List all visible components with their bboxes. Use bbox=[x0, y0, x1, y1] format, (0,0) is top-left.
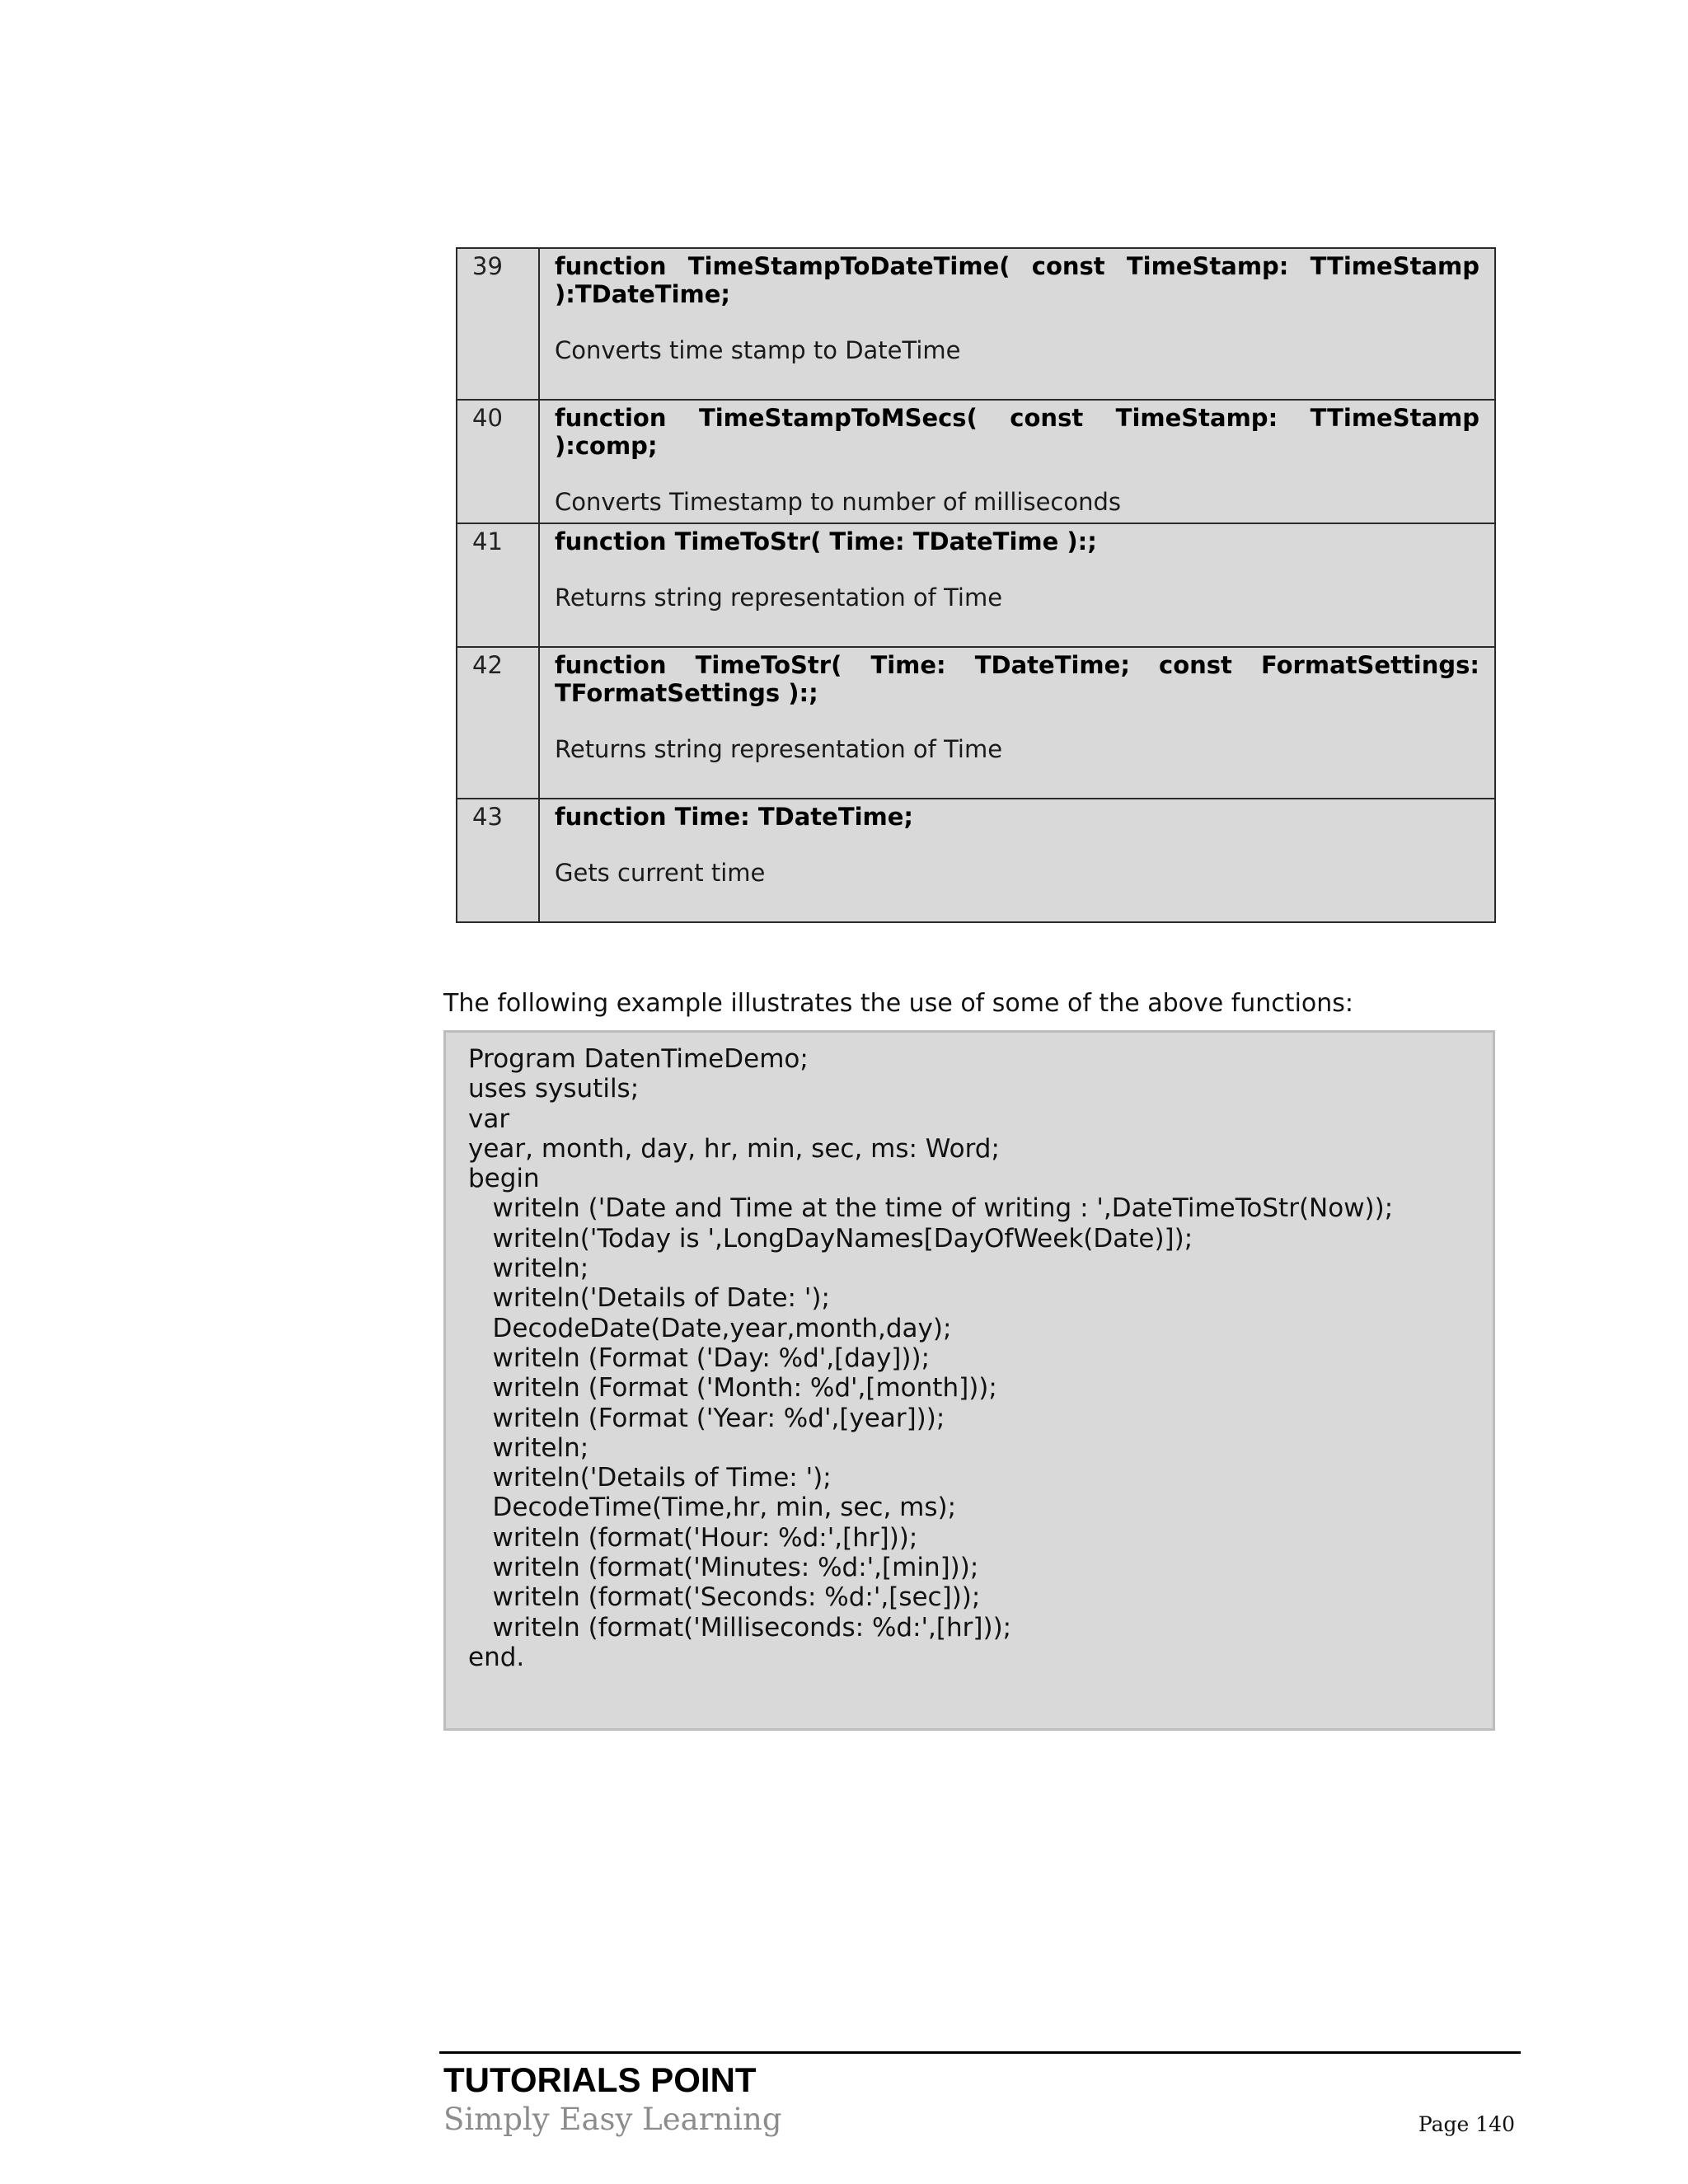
code-line: year, month, day, hr, min, sec, ms: Word; bbox=[468, 1133, 1000, 1164]
table-row bbox=[457, 400, 1495, 523]
code-line: writeln (Format ('Month: %d',[month])); bbox=[468, 1373, 997, 1404]
row-content bbox=[539, 400, 1495, 523]
code-line: writeln (format('Hour: %d:',[hr])); bbox=[468, 1522, 918, 1553]
row-content bbox=[539, 523, 1495, 647]
code-line: writeln (format('Seconds: %d:',[sec])); bbox=[468, 1582, 981, 1613]
code-line: Program DatenTimeDemo; bbox=[468, 1044, 809, 1074]
code-line: uses sysutils; bbox=[468, 1074, 640, 1104]
function-description: Returns string representation of Time bbox=[555, 735, 1003, 763]
row-content bbox=[539, 799, 1495, 922]
function-signature: function TimeStampToMSecs( const TimeStamp: TTimeStamp ):comp; bbox=[555, 404, 1479, 460]
footer-tagline: Simply Easy Learning bbox=[443, 2102, 782, 2137]
code-line: writeln (format('Milliseconds: %d:',[hr])); bbox=[468, 1612, 1012, 1643]
footer-divider bbox=[439, 2051, 1521, 2054]
code-line: writeln; bbox=[468, 1432, 589, 1463]
function-signature: function TimeStampToDateTime( const TimeStamp: TTimeStamp ):TDateTime; bbox=[555, 252, 1479, 308]
code-line: writeln('Details of Time: '); bbox=[468, 1463, 832, 1493]
code-line: writeln('Details of Date: '); bbox=[468, 1283, 830, 1314]
code-line: end. bbox=[468, 1642, 525, 1672]
code-line: writeln('Today is ',LongDayNames[DayOfWeek(Date)]); bbox=[468, 1223, 1193, 1254]
row-content bbox=[539, 647, 1495, 799]
code-line: var bbox=[468, 1104, 510, 1134]
code-line: writeln ('Date and Time at the time of writing : ',DateTimeToStr(Now)); bbox=[468, 1193, 1394, 1224]
code-line: writeln; bbox=[468, 1254, 589, 1284]
row-number: 39 bbox=[457, 248, 539, 400]
footer-brand: TUTORIALS POINT bbox=[443, 2060, 757, 2099]
row-content bbox=[539, 248, 1495, 400]
row-number: 41 bbox=[457, 523, 539, 647]
row-number: 43 bbox=[457, 799, 539, 922]
code-block bbox=[443, 1030, 1495, 1731]
code-line: writeln (format('Minutes: %d:',[min])); bbox=[468, 1553, 979, 1583]
code-line: writeln (Format ('Day: %d',[day])); bbox=[468, 1343, 931, 1373]
row-number: 42 bbox=[457, 647, 539, 799]
function-description: Converts time stamp to DateTime bbox=[555, 336, 961, 364]
function-signature: function Time: TDateTime; bbox=[555, 803, 914, 831]
function-description: Gets current time bbox=[555, 859, 766, 887]
code-line: DecodeDate(Date,year,month,day); bbox=[468, 1313, 952, 1343]
table-row bbox=[457, 523, 1495, 647]
table-row bbox=[457, 248, 1495, 400]
code-line: begin bbox=[468, 1164, 540, 1194]
intro-paragraph: The following example illustrates the use of some of the above functions: bbox=[443, 989, 1354, 1018]
row-number: 40 bbox=[457, 400, 539, 523]
function-signature: function TimeToStr( Time: TDateTime; const FormatSettings: TFormatSettings ):; bbox=[555, 651, 1479, 707]
page-number: Page 140 bbox=[1418, 2112, 1515, 2136]
function-description: Returns string representation of Time bbox=[555, 583, 1003, 612]
function-description: Converts Timestamp to number of milliseconds bbox=[555, 488, 1122, 516]
function-table bbox=[456, 247, 1496, 923]
table-row bbox=[457, 799, 1495, 922]
function-signature: function TimeToStr( Time: TDateTime ):; bbox=[555, 527, 1097, 555]
code-line: DecodeTime(Time,hr, min, sec, ms); bbox=[468, 1493, 957, 1523]
table-row bbox=[457, 647, 1495, 799]
code-line: writeln (Format ('Year: %d',[year])); bbox=[468, 1403, 945, 1433]
